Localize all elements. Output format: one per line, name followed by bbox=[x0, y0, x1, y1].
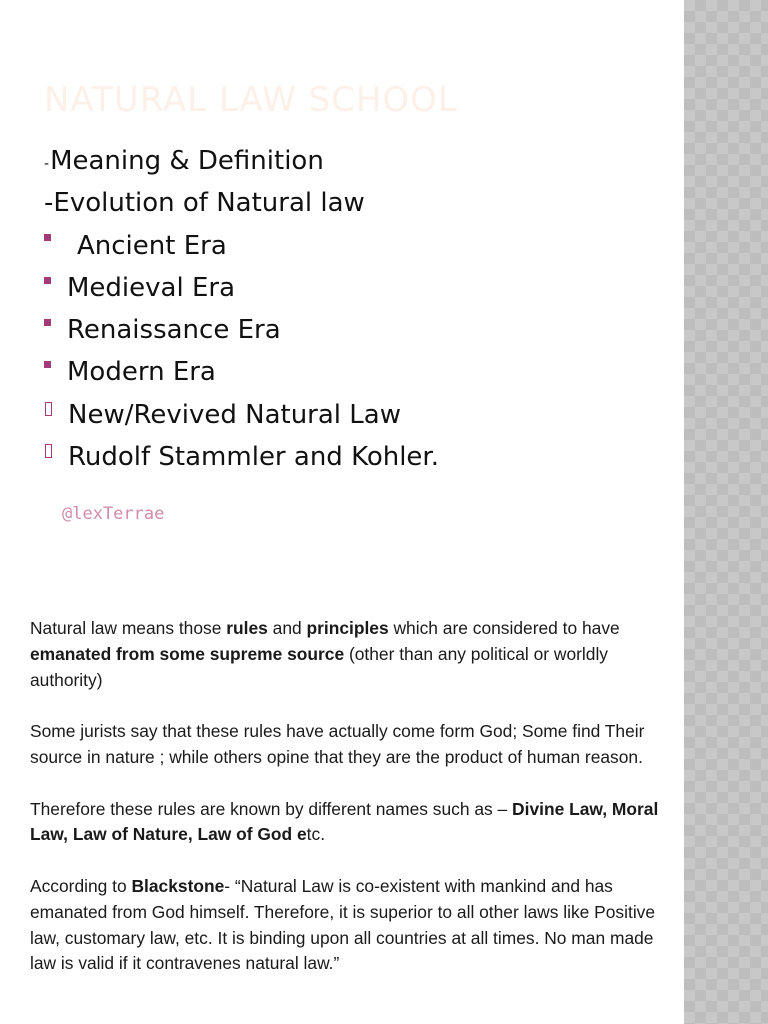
list-item bbox=[44, 140, 439, 182]
text-run: Therefore these rules are known by different names such as – bbox=[30, 798, 513, 819]
author-handle: @lexTerrae bbox=[62, 504, 165, 524]
list-item-text: Modern Era bbox=[67, 357, 216, 388]
text-run: (other than any political or worldly authority) bbox=[30, 643, 609, 690]
paragraph-blackstone bbox=[30, 874, 682, 977]
decorative-side-pattern bbox=[684, 0, 768, 1024]
paragraph-names bbox=[30, 797, 682, 849]
list-item bbox=[44, 351, 439, 393]
list-item-text: Ancient Era bbox=[77, 230, 227, 261]
list-item bbox=[44, 225, 439, 267]
text-run: and bbox=[267, 618, 307, 638]
outline-list bbox=[44, 140, 439, 478]
paragraph-definition bbox=[30, 616, 682, 693]
bold-text: rules bbox=[226, 618, 268, 638]
list-item bbox=[44, 394, 439, 436]
list-item-text: Rudolf Stammler and Kohler. bbox=[68, 442, 439, 473]
square-bullet-icon bbox=[44, 277, 51, 284]
paragraph-sources: Some jurists say that these rules have actually come form God; Some find Their source in nature ; while others opine that they are the product of human reason. bbox=[30, 721, 645, 767]
bold-text: emanated from some supreme source bbox=[30, 643, 345, 664]
list-item bbox=[44, 267, 439, 309]
text-run: - “Natural Law is co-existent with mankind and has emanated from God himself. Therefore, it is superior to all other laws like Positive law, customary law, etc. It is binding upon all countries at all times. No man made law is valid if it contravenes natural law.” bbox=[30, 875, 656, 974]
square-bullet-icon bbox=[44, 319, 51, 326]
bold-text: Divine Law, Moral Law, Law of Nature, Law of God e bbox=[30, 798, 659, 845]
square-bullet-icon bbox=[44, 234, 51, 241]
text-run: According to bbox=[30, 875, 132, 896]
box-bullet-icon bbox=[45, 402, 52, 416]
list-item-text: Medieval Era bbox=[67, 272, 236, 303]
bold-text: principles bbox=[306, 618, 389, 638]
list-item-text: Meaning & Definition bbox=[50, 146, 324, 176]
dash-prefix: - bbox=[44, 188, 54, 219]
square-bullet-icon bbox=[44, 361, 51, 368]
text-run: Natural law means those bbox=[30, 618, 227, 638]
list-item bbox=[44, 182, 439, 224]
list-item bbox=[44, 436, 439, 478]
text-run: tc. bbox=[306, 824, 326, 845]
body-text bbox=[30, 616, 682, 1003]
box-bullet-icon bbox=[45, 444, 52, 458]
text-run: which are considered to have bbox=[388, 618, 620, 638]
list-item-text: New/Revived Natural Law bbox=[68, 399, 401, 430]
dash-prefix: - bbox=[44, 156, 50, 172]
bold-text: Blackstone bbox=[131, 875, 225, 896]
list-item-text: Evolution of Natural law bbox=[53, 188, 365, 219]
slide-title: NATURAL LAW SCHOOL bbox=[44, 80, 458, 120]
list-item-text: Renaissance Era bbox=[67, 315, 281, 346]
list-item bbox=[44, 309, 439, 351]
